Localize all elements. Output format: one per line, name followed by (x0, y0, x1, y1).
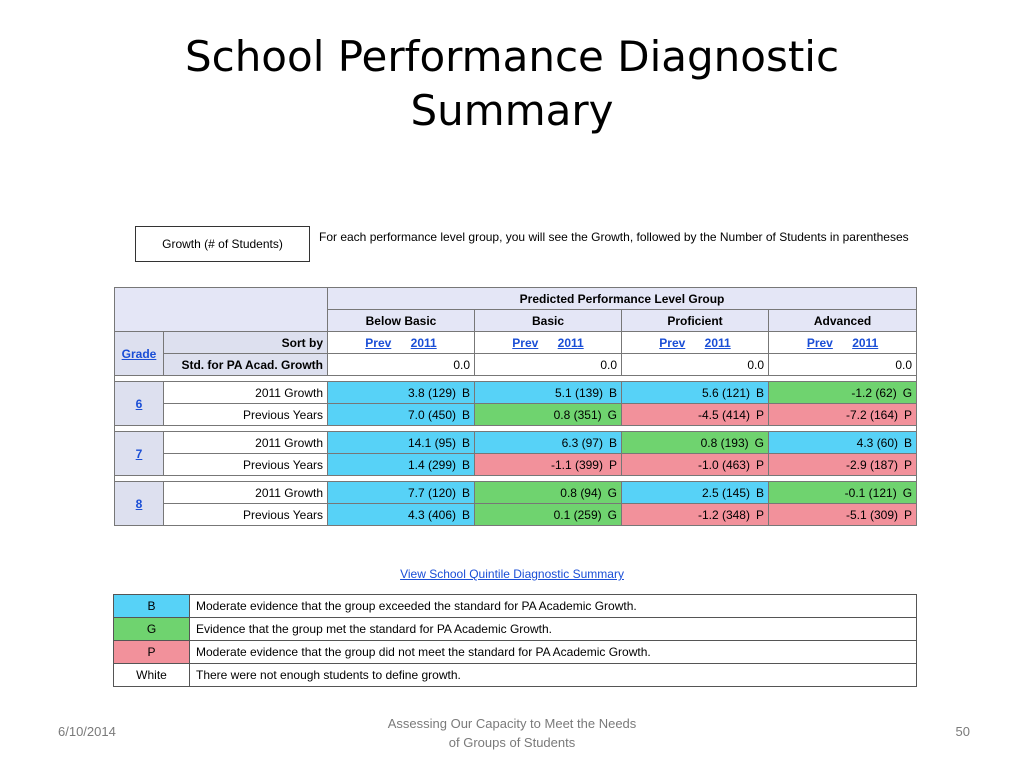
growth-value: 1.4 (299) (407, 457, 456, 472)
growth-cell-content (626, 458, 764, 472)
row-label: Previous Years (164, 504, 328, 526)
growth-cell (328, 504, 475, 526)
growth-cell-content (773, 458, 912, 472)
sort-prev-link[interactable]: Prev (365, 335, 392, 350)
legend-description: Evidence that the group met the standard for PA Academic Growth. (190, 618, 917, 641)
growth-cell-content (626, 408, 764, 422)
std-value: 0.0 (769, 354, 917, 376)
grade-cell (115, 482, 164, 526)
growth-value: 7.7 (120) (407, 485, 456, 500)
growth-cell (769, 404, 917, 426)
title-line-2: Summary (410, 86, 614, 135)
sort-2011-link[interactable]: 2011 (852, 335, 879, 350)
growth-value: 0.8 (351) (553, 407, 602, 422)
sort-by-label: Sort by (164, 332, 328, 354)
growth-code: B (461, 435, 470, 450)
slide-number: 50 (955, 724, 970, 739)
growth-value: -2.9 (187) (846, 457, 899, 472)
std-value: 0.0 (475, 354, 622, 376)
growth-cell-content (773, 508, 912, 522)
table-row (115, 404, 917, 426)
growth-code: B (461, 507, 470, 522)
growth-cell-content (479, 508, 617, 522)
grade-column-header (115, 332, 164, 376)
legend-description: There were not enough students to define growth. (190, 664, 917, 687)
growth-value: 3.8 (129) (407, 385, 456, 400)
legend-code: White (114, 664, 190, 687)
growth-value: 14.1 (95) (407, 435, 456, 450)
growth-code: G (754, 435, 764, 450)
growth-cell (328, 382, 475, 404)
growth-value: 4.3 (60) (856, 435, 899, 450)
growth-code: G (902, 485, 913, 500)
column-header-advanced: Advanced (769, 310, 917, 332)
std-value: 0.0 (328, 354, 475, 376)
growth-cell-content (332, 436, 470, 450)
sort-prev-link[interactable]: Prev (806, 335, 833, 350)
growth-cell-content (773, 386, 912, 400)
growth-cell (475, 482, 622, 504)
growth-code: B (461, 385, 470, 400)
growth-code: G (607, 407, 617, 422)
growth-cell-content (626, 436, 764, 450)
sort-2011-link[interactable]: 2011 (557, 335, 584, 350)
growth-code: P (608, 457, 617, 472)
growth-cell-content (479, 436, 617, 450)
column-header-proficient: Proficient (622, 310, 769, 332)
sort-cell-advanced (769, 332, 917, 354)
table-row (115, 382, 917, 404)
growth-cell (622, 382, 769, 404)
sort-2011-link[interactable]: 2011 (704, 335, 731, 350)
legend-row (114, 595, 917, 618)
growth-value: -4.5 (414) (697, 407, 750, 422)
legend-row (114, 664, 917, 687)
grade-sort-link[interactable]: Grade (121, 346, 157, 361)
row-label: 2011 Growth (164, 432, 328, 454)
growth-cell-content (479, 486, 617, 500)
growth-value: 0.1 (259) (553, 507, 602, 522)
growth-code: P (755, 407, 764, 422)
sort-cell-proficient (622, 332, 769, 354)
growth-cell-content (773, 486, 912, 500)
growth-value: 0.8 (94) (560, 485, 602, 500)
legend-row (114, 618, 917, 641)
table-row (115, 504, 917, 526)
sort-2011-link[interactable]: 2011 (410, 335, 437, 350)
row-label: 2011 Growth (164, 382, 328, 404)
growth-cell-content (626, 386, 764, 400)
grade-cell (115, 432, 164, 476)
legend-code: B (114, 595, 190, 618)
column-header-basic: Basic (475, 310, 622, 332)
growth-cell-content (332, 486, 470, 500)
slide-title (0, 30, 1024, 138)
sort-cell-basic (475, 332, 622, 354)
row-label: Previous Years (164, 404, 328, 426)
growth-cell-content (626, 486, 764, 500)
growth-cell (622, 482, 769, 504)
table-row (115, 432, 917, 454)
sort-cell-below-basic (328, 332, 475, 354)
growth-cell-content (332, 408, 470, 422)
growth-code: G (607, 485, 617, 500)
row-label: 2011 Growth (164, 482, 328, 504)
legend-description: Moderate evidence that the group did not meet the standard for PA Academic Growth. (190, 641, 917, 664)
growth-cell-content (332, 386, 470, 400)
growth-value: 6.3 (97) (561, 435, 603, 450)
growth-code: B (608, 385, 617, 400)
growth-code: G (607, 507, 617, 522)
growth-value: -1.1 (399) (550, 457, 603, 472)
growth-cell (769, 454, 917, 476)
growth-cell (769, 432, 917, 454)
growth-cell (475, 454, 622, 476)
growth-cell (622, 454, 769, 476)
legend-code: P (114, 641, 190, 664)
growth-value: 0.8 (193) (700, 435, 749, 450)
growth-cell-content (332, 508, 470, 522)
table-row (115, 482, 917, 504)
growth-code: B (461, 485, 470, 500)
std-label: Std. for PA Acad. Growth (164, 354, 328, 376)
growth-value: -0.1 (121) (844, 485, 897, 500)
growth-cell (475, 404, 622, 426)
growth-cell (622, 404, 769, 426)
legend-description: Moderate evidence that the group exceeded the standard for PA Academic Growth. (190, 595, 917, 618)
table-row (115, 454, 917, 476)
growth-cell-content (773, 408, 912, 422)
growth-cell-content (479, 408, 617, 422)
growth-value: 5.6 (121) (701, 385, 750, 400)
growth-code: P (904, 507, 913, 522)
growth-code: B (904, 435, 913, 450)
growth-value: 2.5 (145) (701, 485, 750, 500)
growth-cell-content (626, 508, 764, 522)
quintile-link-row (0, 567, 1024, 581)
growth-cell (769, 504, 917, 526)
growth-value: -7.2 (164) (846, 407, 899, 422)
growth-cell-content (332, 458, 470, 472)
growth-code: P (904, 407, 913, 422)
grade-link[interactable]: 6 (135, 396, 143, 411)
growth-code: P (755, 457, 764, 472)
growth-code: G (902, 385, 913, 400)
sort-prev-link[interactable]: Prev (659, 335, 686, 350)
growth-value: 5.1 (139) (554, 385, 603, 400)
growth-value: -5.1 (309) (846, 507, 899, 522)
growth-value: -1.2 (62) (851, 385, 897, 400)
title-line-1: School Performance Diagnostic (184, 32, 840, 81)
std-value: 0.0 (622, 354, 769, 376)
slide-footer (312, 714, 712, 752)
footer-line-1: Assessing Our Capacity to Meet the Needs (387, 716, 637, 731)
growth-cell-content (773, 436, 912, 450)
slide-date: 6/10/2014 (58, 724, 116, 739)
corner-header (115, 288, 328, 332)
footer-line-2: of Groups of Students (448, 735, 576, 750)
growth-code: B (461, 407, 470, 422)
diagnostic-table (114, 287, 917, 526)
growth-cell (769, 482, 917, 504)
growth-code: B (608, 435, 617, 450)
growth-cell (328, 454, 475, 476)
growth-cell (475, 382, 622, 404)
growth-code: B (755, 485, 764, 500)
growth-cell (622, 504, 769, 526)
growth-value: -1.0 (463) (697, 457, 750, 472)
growth-code: B (755, 385, 764, 400)
growth-cell (769, 382, 917, 404)
legend-table (113, 594, 917, 687)
grade-cell (115, 382, 164, 426)
legend-row (114, 641, 917, 664)
growth-cell (475, 432, 622, 454)
growth-key-description: For each performance level group, you will see the Growth, followed by the Number of Students in parentheses (319, 230, 909, 244)
growth-cell (475, 504, 622, 526)
row-label: Previous Years (164, 454, 328, 476)
grade-link[interactable]: 8 (135, 496, 143, 511)
legend-code: G (114, 618, 190, 641)
growth-value: 7.0 (450) (407, 407, 456, 422)
sort-prev-link[interactable]: Prev (512, 335, 539, 350)
growth-code: B (461, 457, 470, 472)
group-header: Predicted Performance Level Group (328, 288, 917, 310)
growth-code: P (904, 457, 913, 472)
growth-cell (328, 404, 475, 426)
growth-cell (622, 432, 769, 454)
growth-cell (328, 432, 475, 454)
column-header-below-basic: Below Basic (328, 310, 475, 332)
growth-cell (328, 482, 475, 504)
quintile-summary-link[interactable]: View School Quintile Diagnostic Summary (400, 567, 624, 581)
growth-cell-content (479, 458, 617, 472)
growth-value: -1.2 (348) (697, 507, 750, 522)
growth-value: 4.3 (406) (407, 507, 456, 522)
growth-code: P (755, 507, 764, 522)
grade-link[interactable]: 7 (135, 446, 143, 461)
growth-cell-content (479, 386, 617, 400)
growth-key-box: Growth (# of Students) (135, 226, 310, 262)
